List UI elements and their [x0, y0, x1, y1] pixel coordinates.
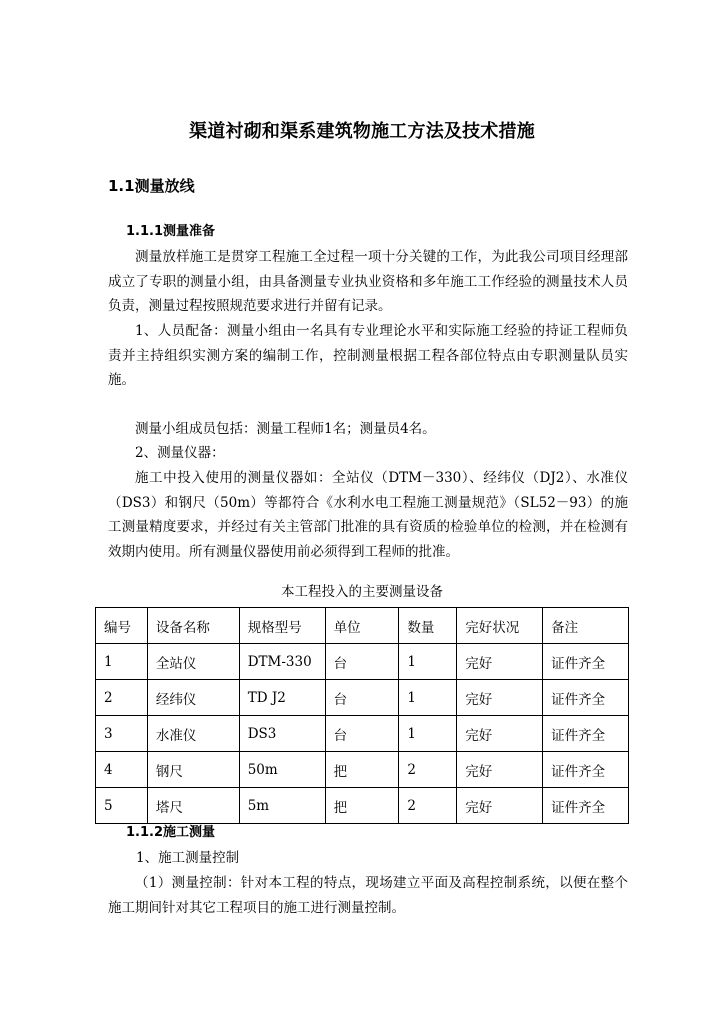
table-row	[96, 752, 629, 788]
paragraph-control-detail: （1）测量控制：针对本工程的特点，现场建立平面及高程控制系统，以便在整个施工期间针对其它工程项目的施工进行测量控制。	[108, 875, 628, 916]
table-caption: 本工程投入的主要测量设备	[281, 584, 443, 600]
table-cell: 完好	[457, 680, 543, 716]
table-row	[96, 788, 629, 824]
table-row	[96, 644, 629, 680]
paragraph-team-members: 测量小组成员包括：测量工程师1名；测量员4名。	[135, 421, 436, 437]
table-cell: 50m	[239, 752, 325, 788]
document-title: 渠道衬砌和渠系建筑物施工方法及技术措施	[189, 121, 535, 142]
table-cell: 证件齐全	[543, 752, 629, 788]
table-cell: TD J2	[239, 680, 325, 716]
equipment-table	[95, 607, 629, 824]
table-cell: 完好	[457, 788, 543, 824]
table-cell: 证件齐全	[543, 716, 629, 752]
table-cell: 证件齐全	[543, 680, 629, 716]
table-cell: 经纬仪	[147, 680, 239, 716]
header-cell: 设备名称	[147, 608, 239, 644]
table-cell: 2	[399, 788, 457, 824]
table-cell: 台	[325, 680, 399, 716]
table-cell: 证件齐全	[543, 644, 629, 680]
table-cell: 4	[96, 752, 148, 788]
table-cell: 把	[325, 788, 399, 824]
table-cell: 完好	[457, 752, 543, 788]
table-cell: 钢尺	[147, 752, 239, 788]
table-cell: 台	[325, 644, 399, 680]
table-cell: 2	[399, 752, 457, 788]
header-cell: 规格型号	[239, 608, 325, 644]
header-cell: 完好状况	[457, 608, 543, 644]
table-cell: 1	[399, 716, 457, 752]
table-cell: DS3	[239, 716, 325, 752]
table-cell: 塔尺	[147, 788, 239, 824]
paragraph-instruments-heading: 2、测量仪器：	[135, 445, 225, 461]
table-cell: 2	[96, 680, 148, 716]
header-cell: 单位	[325, 608, 399, 644]
paragraph-survey-intro: 测量放样施工是贯穿工程施工全过程一项十分关键的工作，为此我公司项目经理部成立了专职的测量小组，由具备测量专业执业资格和多年施工工作经验的测量技术人员负责，测量过程按照规范要求进行并留有记录。	[108, 249, 628, 314]
table-cell: 5	[96, 788, 148, 824]
paragraph-control-heading: 1、施工测量控制	[136, 850, 240, 866]
table-cell: 1	[96, 644, 148, 680]
table-cell: 5m	[239, 788, 325, 824]
table-cell: 水准仪	[147, 716, 239, 752]
table-cell: 1	[399, 644, 457, 680]
subsection-heading-construction-survey: 1.1.2施工测量	[126, 825, 216, 840]
table-cell: DTM-330	[239, 644, 325, 680]
section-heading-survey: 1.1测量放线	[108, 177, 195, 195]
header-cell: 数量	[399, 608, 457, 644]
table-row	[96, 680, 629, 716]
table-cell: 完好	[457, 716, 543, 752]
table-cell: 台	[325, 716, 399, 752]
table-cell: 证件齐全	[543, 788, 629, 824]
subsection-heading-survey-prep: 1.1.1测量准备	[126, 224, 216, 239]
header-cell: 备注	[543, 608, 629, 644]
table-cell: 全站仪	[147, 644, 239, 680]
table-row	[96, 716, 629, 752]
paragraph-staffing: 1、人员配备：测量小组由一名具有专业理论水平和实际施工经验的持证工程师负责并主持组织实测方案的编制工作，控制测量根据工程各部位特点由专职测量队员实施。	[108, 323, 628, 388]
table-cell: 1	[399, 680, 457, 716]
paragraph-instruments: 施工中投入使用的测量仪器如：全站仪（DTM－330）、经纬仪（DJ2）、水准仪（DS3）和钢尺（50m）等都符合《水利水电工程施工测量规范》（SL52－93）的施工测量精度要求，并经过有关主管部门批准的具有资质的检验单位的检测，并在检测有效期内使用。所有测量仪器使用前必须得到工程师的批准。	[108, 470, 628, 560]
header-cell: 编号	[96, 608, 148, 644]
table-cell: 把	[325, 752, 399, 788]
table-cell: 完好	[457, 644, 543, 680]
table-cell: 3	[96, 716, 148, 752]
table-header-row	[96, 608, 629, 644]
